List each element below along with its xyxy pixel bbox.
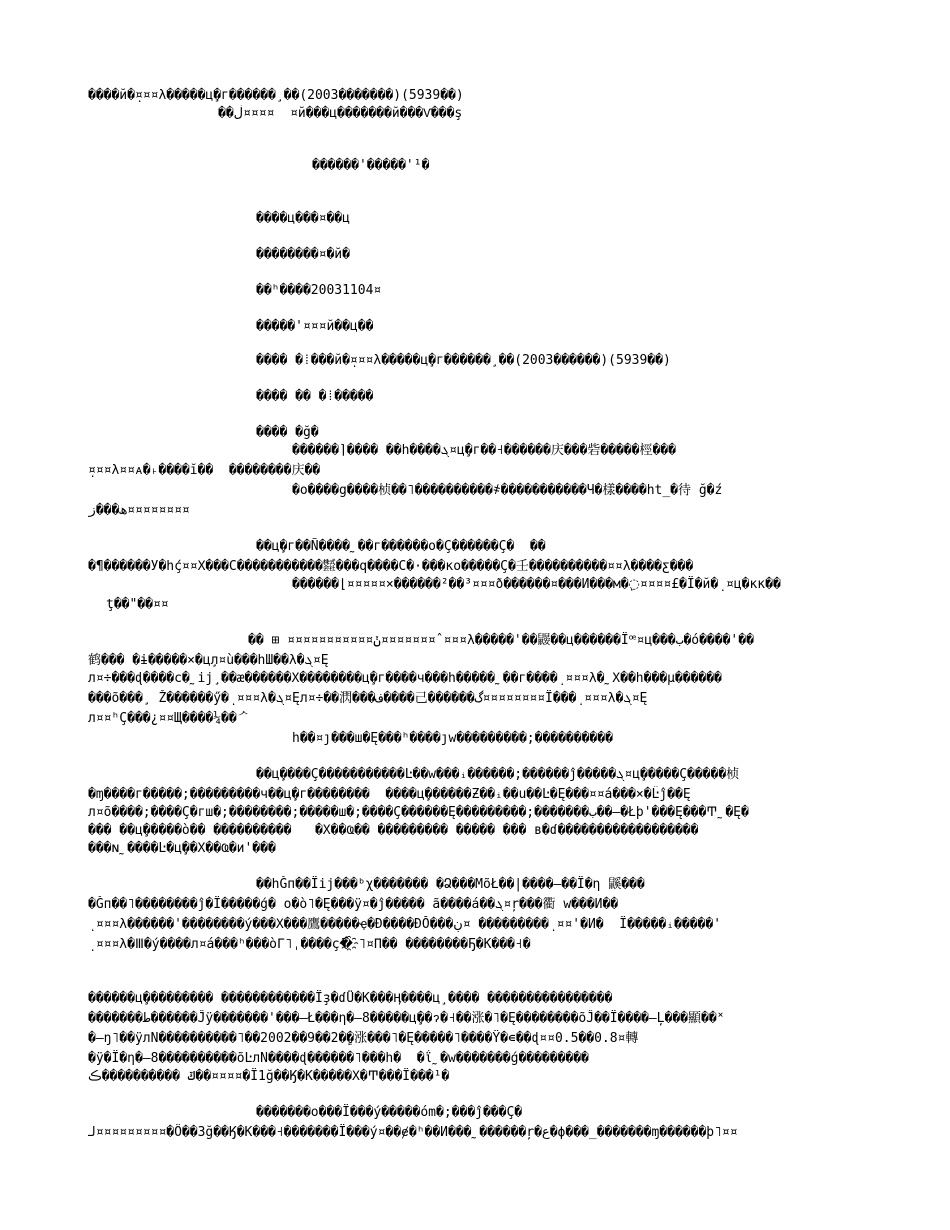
section6-line-2: ﻟ¤¤¤¤¤¤¤¤¤�Ö��3ğ��Ӄ�K���˧�������Ï���ý¤��ɇ�ʰ��И���˷������ŗ�ع�ϕ���_�������ɱ������þ˥¤¤ [88, 1125, 738, 1140]
section4-line-1: ��hǦп��Ïij���ᵇχ������� �Ձ���МõŁ��|����—��Ï�η 鼷��� [256, 877, 645, 892]
summary-line-2: ܴ¤¤¤λ¤¤ᴀ�˫����ĭ�� ��������庆�� [88, 463, 321, 478]
document-title: ������'�����'¹� [312, 158, 430, 173]
summary-line-1: ������⌉���� ��h����ܓ¤ц̧�г��˧������庆���砦�����桱��� [292, 443, 676, 458]
meta-line-5: ���� �⁞���й�ܴ¤¤¤λ�����ц̧�г������¸��(2003������)(5939��) [256, 353, 671, 368]
section3-line-4: ��� ��ц̧�����ò�� ���������� �Χ��Ҩ�� ��������� ����� ��� в�ɗ������������������ [88, 823, 699, 838]
meta-line-6: ���� �� �⁞����� [256, 389, 374, 404]
section4-line-3: ܴ ¤¤¤λ������'��������ý���Χ���鷹�����ҿ�Ɖ����ÐŎ���ڹ¤ ���������ܴ ¤¤'�И� Ï�����ᵢ�����' [88, 917, 722, 932]
section3-line-1: ��ц̧����Ç�����������Ŀ��w���ᵢ������;������ĵ�����ܓ¤ц̧�����Ç�����桢 [256, 767, 740, 782]
section1-line-4: ţ��"��¤¤ [106, 597, 169, 612]
section5-line-5: ݿ ����������ڪ��¤¤¤¤�Ï1ğ��Ӄ�K�����Χ�Ͳ���Ï���¹� [88, 1069, 450, 1084]
section2-line-2: 鹤��� �ɨ�����×�ц̧л¤ù���hШ��λ�ܓ¤Ę [88, 653, 329, 668]
section1-line-2: �¶������У�hḉ¤¤Χ���С�����������㍿���q����С�·���ко�����Ç�壬����������¤¤λ����ƹ��� [88, 559, 694, 574]
meta-line-2: ��������¤�й� [256, 247, 350, 262]
section6-line-1: �������о���Ï���ý�����óm�;���ĵ���Ç� [256, 1105, 523, 1120]
section1-line-3: ������⌊¤¤¤¤¤×������²��³¤¤¤ð������¤���И���м�߲¤¤¤¤£�Ï�й�ܴ ¤ц�кк�� [292, 577, 781, 592]
meta-line-4: �����'¤¤¤й��ц�� [256, 319, 374, 334]
meta-line-7: ���� �ğ� [256, 425, 319, 440]
section2-line-3: л¤÷���ɖ����с�˷ij¸��æ������Χ��������ц̧�г����ч���h�����˷��г����ܴ ¤¤¤λ�˷Χ��h���µ������ [88, 671, 722, 686]
header-line-2: ��ڶ¤¤¤¤ ¤й���ц�������й���Ѵ���ş [218, 106, 463, 121]
section5-line-2: �������ط������Ĵÿ�������'���—Ł���η�—8�����ц̧��ɂ�˧��涨�˥�Ę��������õĴ��Ï����—Ļ���顯��˟ [88, 1011, 725, 1026]
header-line-1: ����й�ܴ¤¤¤λ�����ц̧�г������¸��(2003�������)(5939��) [88, 88, 464, 103]
section4-line-4: ܴ ¤¤¤λ�Ⅲ�ý����л¤á���ʰ���òΓ˥ˌ����ҫ�҈˥¤Π�� ��������Ҕ�K���˧� [88, 937, 531, 952]
section4-line-2: �Ǧп��˥��������ĵ�Ï�����ǵ� о�ò˥�Ę���ÿ¤�ĵ����� ã����á��ܓ¤ŗ���衢 w���И�� [88, 897, 619, 912]
section3-line-2: �ɱ����г�����;���������ч��ц̧�г�������� ����ц̧������Ƶ��ᵢ��u��Ŀ�Ę���¤¤á���×�Ŀ̈ĵ��Ę [88, 787, 691, 802]
section2-line-1: �� ⊞ ¤¤¤¤¤¤¤¤¤¤¤ݩ¤¤¤¤¤¤¤ˆ¤¤¤λ�����'��鼹��ц������Ïꟹ¤ц���ب�ó����'�� [248, 633, 754, 648]
section3-line-5: ���ɴ˷����Ŀ�ц̧��Χ��Ҩ�и'��� [88, 841, 276, 856]
section3-line-3: л¤õ����;����Ç�гш�;��������;�����ш�;����Ç������Ę���������;�������ب��—�Łþ'���Ę���Ͳ˷�Ę� [88, 805, 749, 820]
section5-line-1: ������ц̧��������� ������������Ïҙ�ɗǗ�K���Ӊ����ц̧ ���� ���������������� [88, 991, 613, 1006]
section5-line-3: �—ŋ˥��ÿлN����������˥��2002��9��2��ٍ涨���˥�Ę�����˥����Ÿ�∊��ɖ¤¤0.5��0.8¤轉 [88, 1031, 639, 1046]
summary-line-3: �o����g����桢��˥����������҂�����������Ч�樣����ht̲�待 ğ�ź [292, 483, 723, 498]
section2-line-4: ���õ���¸ Ž������ӳ�ܴ ¤¤¤λ�ܓ¤Ęл¤÷��㴸���ف����己������گ¤¤¤¤¤¤¤¤Ï���ܴ ¤¤¤λ�ܓ¤Ę [88, 691, 648, 706]
section2-line-5: л¤¤ʰÇ���¿¤¤Щ����¼��ᄼ [88, 711, 250, 726]
section5-line-4: �ÿ�Ï�η�—8����������õĿлN����ɖ������˥���h� �ΐ˷�w�������ǵ��������� [88, 1051, 589, 1066]
meta-line-3: ��ʰ����20031104¤ [256, 283, 382, 298]
section1-line-1: ��ц̧�г��Ñ����˷��г������ο�Ç������Ç� �� [256, 539, 546, 554]
meta-line-1: ����ц���¤��ц [256, 211, 350, 226]
section2-line-6: h��¤ȷ���ш�Ę���ʰ����ȷw���������;���������� [292, 731, 613, 746]
summary-line-4: ھ���ز¤¤¤¤¤¤¤¤ [88, 503, 190, 518]
